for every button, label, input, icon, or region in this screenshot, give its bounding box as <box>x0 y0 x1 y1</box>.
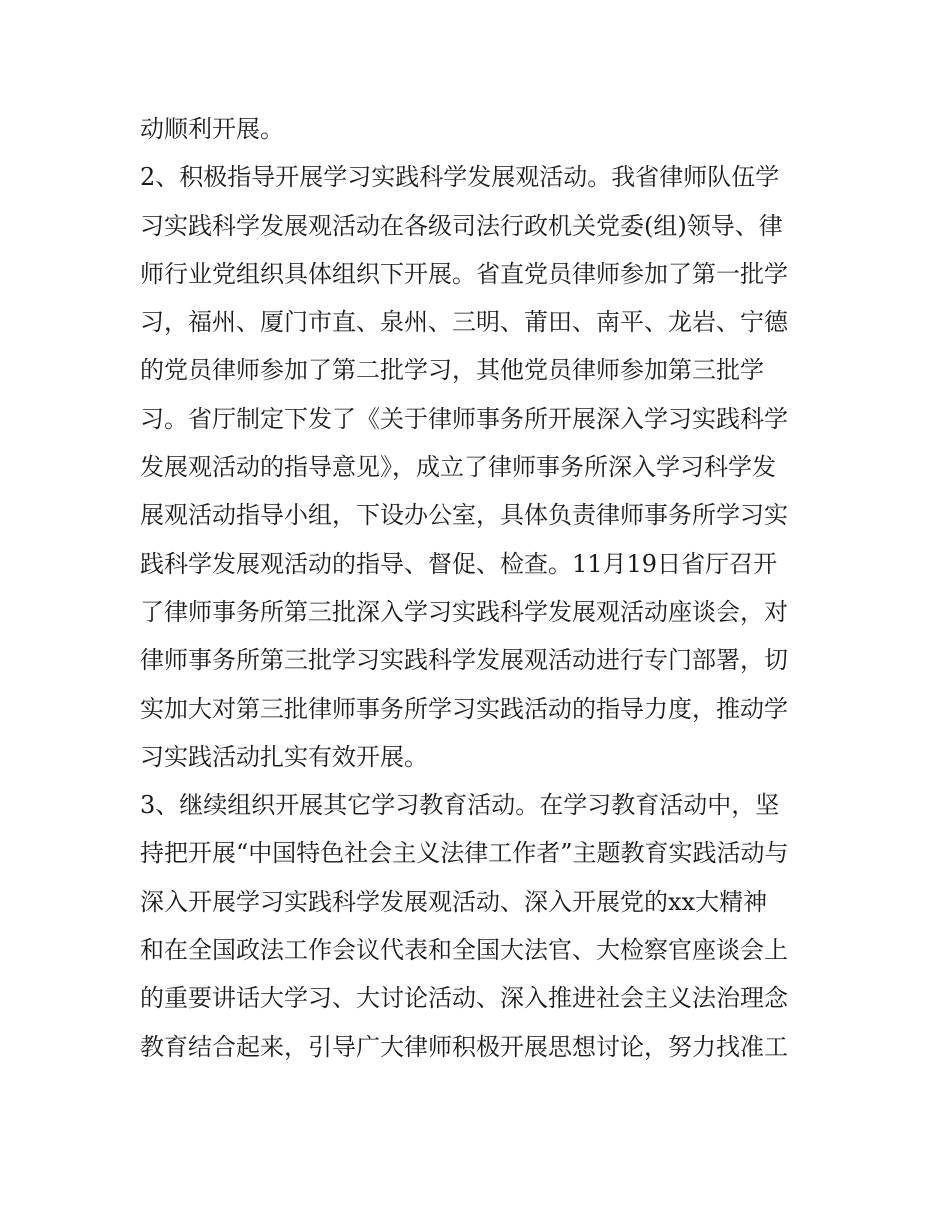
text-line: 的重要讲话大学习、大讨论活动、深入推进社会主义法治理念 <box>140 984 788 1013</box>
text-line: 习实践活动扎实有效开展。 <box>140 742 428 771</box>
text-line: 了律师事务所第三批深入学习实践科学发展观活动座谈会，对 <box>140 597 788 626</box>
text-line: 律师事务所第三批学习实践科学发展观活动进行专门部署，切 <box>140 646 788 675</box>
text-line: 深入开展学习实践科学发展观活动、深入开展党的xx大精神 <box>140 887 768 916</box>
text-line: 习，福州、厦门市直、泉州、三明、莆田、南平、龙岩、宁德 <box>140 308 788 337</box>
text-line: 的党员律师参加了第二批学习，其他党员律师参加第三批学 <box>140 356 764 385</box>
text-line: 持把开展“中国特色社会主义法律工作者”主题教育实践活动与 <box>140 839 789 868</box>
text-line: 践科学发展观活动的指导、督促、检查。11月19日省厅召开 <box>140 549 778 578</box>
text-line: 发展观活动的指导意见》，成立了律师事务所深入学习科学发 <box>140 453 776 482</box>
text-line: 3、继续组织开展其它学习教育活动。在学习教育活动中，坚 <box>140 791 780 820</box>
text-line: 动顺利开展。 <box>140 115 284 143</box>
text-line: 师行业党组织具体组织下开展。省直党员律师参加了第一批学 <box>140 259 788 288</box>
text-line: 展观活动指导小组，下设办公室，具体负责律师事务所学习实 <box>140 501 788 530</box>
text-line: 2、积极指导开展学习实践科学发展观活动。我省律师队伍学 <box>140 163 780 192</box>
text-line: 实加大对第三批律师事务所学习实践活动的指导力度，推动学 <box>140 694 788 723</box>
text-line: 习。省厅制定下发了《关于律师事务所开展深入学习实践科学 <box>140 404 788 433</box>
text-line: 和在全国政法工作会议代表和全国大法官、大检察官座谈会上 <box>140 936 788 965</box>
body-text <box>140 105 830 1071</box>
text-line: 习实践科学发展观活动在各级司法行政机关党委(组)领导、律 <box>140 211 783 240</box>
text-line: 教育结合起来，引导广大律师积极开展思想讨论，努力找准工 <box>140 1032 788 1061</box>
